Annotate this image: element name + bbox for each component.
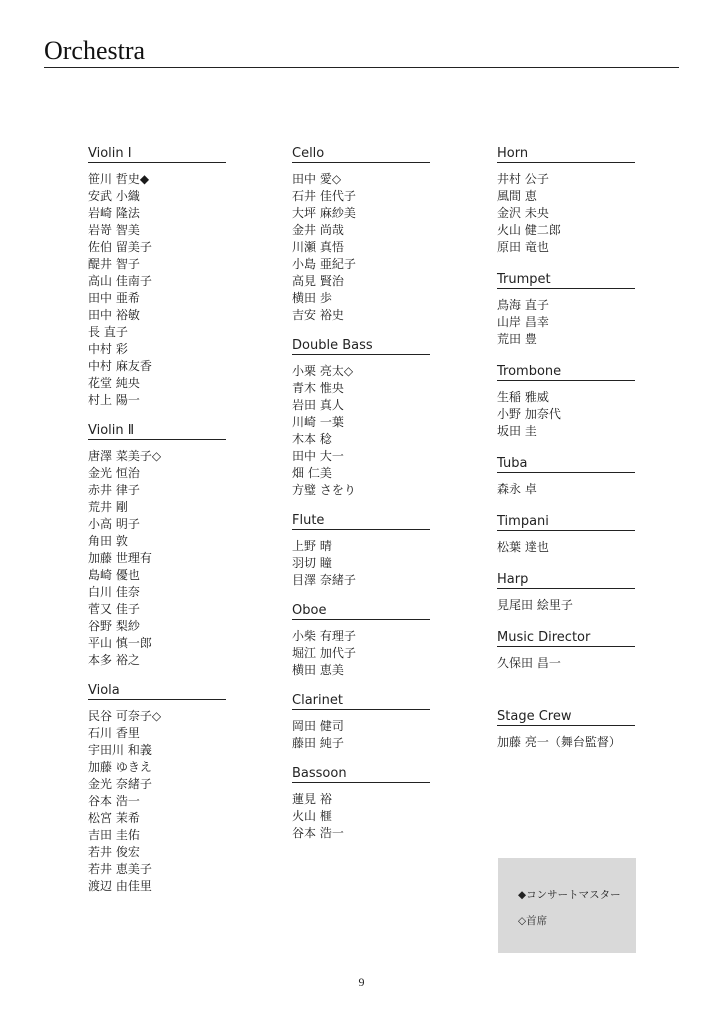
member-name: 横田 恵美	[292, 663, 344, 677]
section-heading: Violin Ⅰ	[88, 146, 226, 163]
section-stage-crew	[497, 709, 635, 751]
section-heading: Music Director	[497, 630, 635, 647]
member-name: 中村 麻友香	[88, 359, 152, 373]
member-name: 松葉 達也	[497, 540, 549, 554]
member-list	[88, 448, 226, 669]
section-heading: Harp	[497, 572, 635, 589]
member-name: 生稲 雅威	[497, 390, 549, 404]
member-name: 唐澤 菜美子◇	[88, 449, 162, 463]
member-name: 民谷 可奈子◇	[88, 709, 162, 723]
section-double-bass	[292, 338, 430, 499]
member-name: 木本 稔	[292, 432, 332, 446]
member-list	[88, 171, 226, 409]
member-name: 羽切 瞳	[292, 556, 332, 570]
member-name: 田中 裕敏	[88, 308, 140, 322]
section-harp	[497, 572, 635, 614]
member-name: 石井 佳代子	[292, 189, 356, 203]
section-violin	[88, 146, 226, 409]
section-heading: Flute	[292, 513, 430, 530]
member-list	[292, 363, 430, 499]
member-list	[292, 718, 430, 752]
legend-principal: ◇首席	[518, 915, 548, 927]
member-name: 森永 卓	[497, 482, 537, 496]
member-list	[497, 171, 635, 256]
member-name: 笹川 哲史◆	[88, 172, 150, 186]
title-rule	[44, 67, 679, 68]
member-name: 岩田 真人	[292, 398, 344, 412]
section-heading: Violin Ⅱ	[88, 423, 226, 440]
legend-concertmaster: ◆コンサートマスター	[518, 889, 621, 901]
member-name: 金沢 未央	[497, 206, 549, 220]
member-name: 安武 小織	[88, 189, 140, 203]
member-name: 山岸 昌幸	[497, 315, 549, 329]
page-number: 9	[358, 975, 365, 989]
section-heading: Horn	[497, 146, 635, 163]
legend-box	[498, 858, 636, 953]
member-name: 小柴 有理子	[292, 629, 356, 643]
section-heading: Double Bass	[292, 338, 430, 355]
member-name: 白川 佳奈	[88, 585, 140, 599]
member-name: 村上 陽一	[88, 393, 140, 407]
member-list	[497, 297, 635, 348]
member-name: 金井 尚哉	[292, 223, 344, 237]
member-name: 田中 亜希	[88, 291, 140, 305]
member-list	[497, 655, 635, 672]
member-name: 長 直子	[88, 325, 128, 339]
member-name: 鳥海 直子	[497, 298, 549, 312]
section-violin	[88, 423, 226, 669]
section-heading: Trumpet	[497, 272, 635, 289]
section-trombone	[497, 364, 635, 440]
member-name: 久保田 昌一	[497, 656, 561, 670]
member-name: 小栗 亮太◇	[292, 364, 354, 378]
section-tuba	[497, 456, 635, 498]
member-name: 谷野 梨紗	[88, 619, 140, 633]
member-name: 田中 大一	[292, 449, 344, 463]
member-name: 中村 彩	[88, 342, 128, 356]
section-viola	[88, 683, 226, 895]
member-name: 角田 敦	[88, 534, 128, 548]
member-name: 大坪 麻紗美	[292, 206, 356, 220]
member-name: 加藤 世理有	[88, 551, 152, 565]
member-name: 松宮 茉希	[88, 811, 140, 825]
member-name: 花堂 純央	[88, 376, 140, 390]
member-name: 菅又 佳子	[88, 602, 140, 616]
section-heading: Stage Crew	[497, 709, 635, 726]
member-name: 島崎 優也	[88, 568, 140, 582]
member-list	[88, 708, 226, 895]
member-name: 吉田 圭佑	[88, 828, 140, 842]
section-heading: Bassoon	[292, 766, 430, 783]
member-name: 吉安 裕史	[292, 308, 344, 322]
section-timpani	[497, 514, 635, 556]
section-clarinet	[292, 693, 430, 752]
member-name: 高山 佳南子	[88, 274, 152, 288]
section-heading: Timpani	[497, 514, 635, 531]
member-name: 石川 香里	[88, 726, 140, 740]
member-name: 加藤 亮一（舞台監督）	[497, 735, 621, 749]
roster-column-1	[88, 146, 226, 895]
member-name: 川瀬 真悟	[292, 240, 344, 254]
section-oboe	[292, 603, 430, 679]
section-heading: Trombone	[497, 364, 635, 381]
member-name: 金光 恒治	[88, 466, 140, 480]
section-heading: Cello	[292, 146, 430, 163]
member-name: 上野 晴	[292, 539, 332, 553]
member-list	[497, 539, 635, 556]
member-name: 岩嵜 智美	[88, 223, 140, 237]
member-name: 本多 裕之	[88, 653, 140, 667]
member-list	[497, 389, 635, 440]
member-name: 方璧 さをり	[292, 483, 356, 497]
roster-column-3	[497, 146, 635, 751]
member-name: 堀江 加代子	[292, 646, 356, 660]
member-name: 原田 竜也	[497, 240, 549, 254]
member-name: 佐伯 留美子	[88, 240, 152, 254]
member-name: 若井 恵美子	[88, 862, 152, 876]
section-flute	[292, 513, 430, 589]
member-name: 高見 賢治	[292, 274, 344, 288]
member-name: 荒田 豊	[497, 332, 537, 346]
member-name: 小島 亜紀子	[292, 257, 356, 271]
member-name: 渡辺 由佳里	[88, 879, 152, 893]
member-name: 畑 仁美	[292, 466, 332, 480]
member-name: 見尾田 絵里子	[497, 598, 573, 612]
member-name: 蓮見 裕	[292, 792, 332, 806]
member-name: 横田 歩	[292, 291, 332, 305]
member-list	[292, 171, 430, 324]
member-name: 川崎 一葉	[292, 415, 344, 429]
member-name: 谷本 浩一	[292, 826, 344, 840]
section-heading: Viola	[88, 683, 226, 700]
member-name: 平山 慎一郎	[88, 636, 152, 650]
member-name: 宇田川 和義	[88, 743, 152, 757]
section-music-director	[497, 630, 635, 672]
member-name: 風間 恵	[497, 189, 537, 203]
member-name: 岩崎 隆法	[88, 206, 140, 220]
member-name: 火山 健二郎	[497, 223, 561, 237]
member-list	[497, 597, 635, 614]
member-list	[292, 791, 430, 842]
member-name: 荒井 剛	[88, 500, 128, 514]
member-name: 金光 奈緒子	[88, 777, 152, 791]
section-horn	[497, 146, 635, 256]
member-name: 井村 公子	[497, 172, 549, 186]
member-name: 赤井 律子	[88, 483, 140, 497]
member-list	[292, 628, 430, 679]
section-bassoon	[292, 766, 430, 842]
section-heading: Oboe	[292, 603, 430, 620]
member-name: 醍井 智子	[88, 257, 140, 271]
member-name: 坂田 圭	[497, 424, 537, 438]
section-heading: Clarinet	[292, 693, 430, 710]
roster-column-2	[292, 146, 430, 842]
member-name: 加藤 ゆきえ	[88, 760, 152, 774]
member-name: 小高 明子	[88, 517, 140, 531]
page-title: Orchestra	[44, 36, 146, 65]
member-name: 小野 加奈代	[497, 407, 561, 421]
section-heading: Tuba	[497, 456, 635, 473]
section-cello	[292, 146, 430, 324]
member-name: 岡田 健司	[292, 719, 344, 733]
member-name: 若井 俊宏	[88, 845, 140, 859]
member-name: 谷本 浩一	[88, 794, 140, 808]
member-list	[497, 481, 635, 498]
member-name: 青木 惟央	[292, 381, 344, 395]
member-name: 田中 愛◇	[292, 172, 342, 186]
member-list	[292, 538, 430, 589]
member-name: 目澤 奈緒子	[292, 573, 356, 587]
section-trumpet	[497, 272, 635, 348]
member-name: 藤田 純子	[292, 736, 344, 750]
member-name: 火山 榧	[292, 809, 332, 823]
member-list	[497, 734, 635, 751]
